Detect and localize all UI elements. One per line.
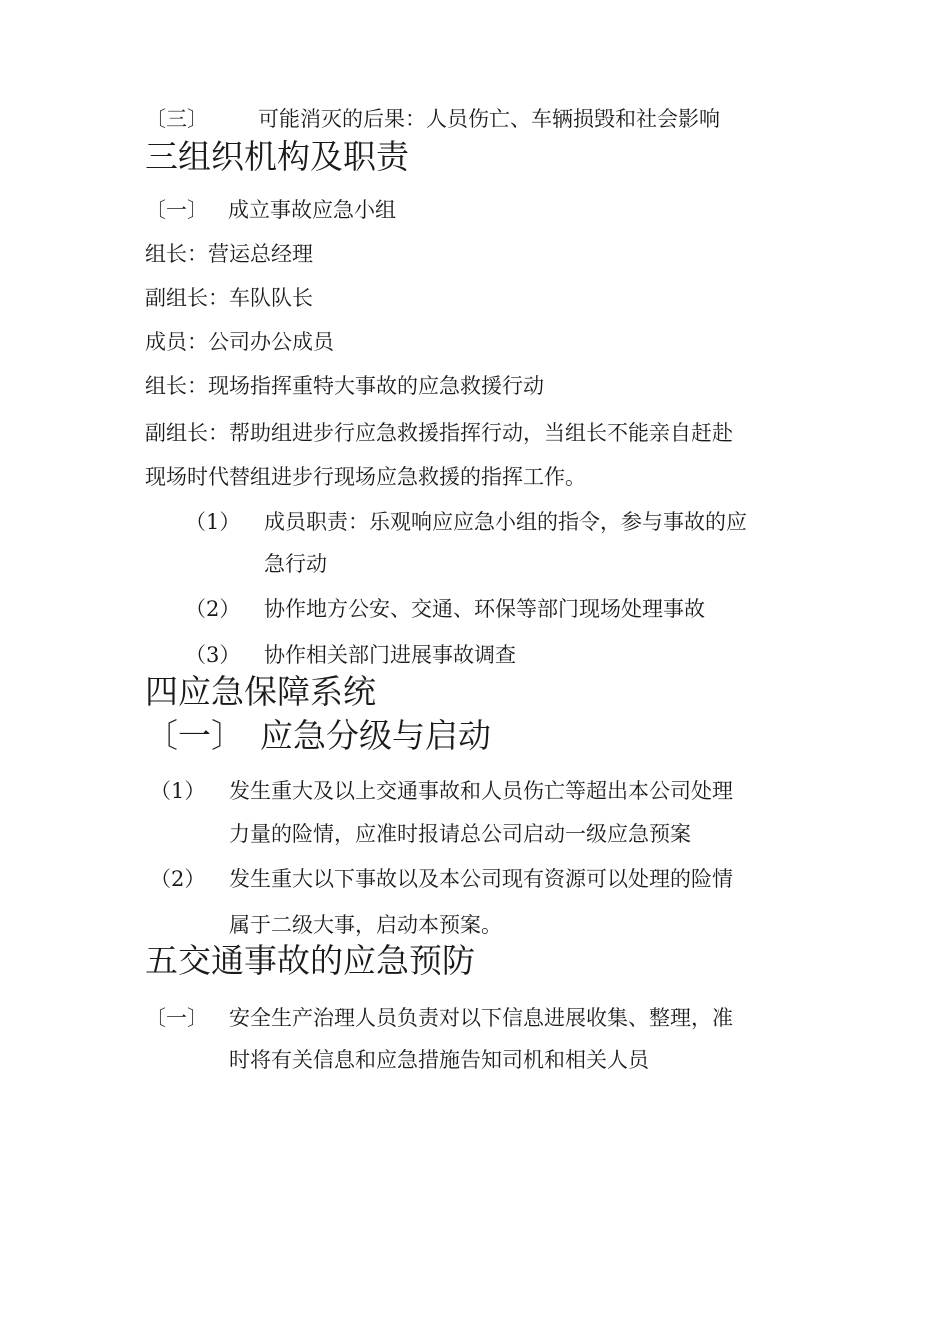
section3-item-label: （3） bbox=[185, 643, 241, 667]
role-line: 成员：公司办公成员 bbox=[145, 330, 334, 354]
section4-item-text: 属于二级大事，启动本预案。 bbox=[229, 913, 502, 937]
intro-text: 可能消灭的后果：人员伤亡、车辆损毁和社会影响 bbox=[258, 107, 720, 131]
section3-item-label: （1） bbox=[185, 510, 241, 534]
role-line: 副组长：车队队长 bbox=[145, 286, 313, 310]
section5-sub1-label: 〔一〕 bbox=[145, 1006, 208, 1030]
section5-sub1-text: 安全生产治理人员负责对以下信息进展收集、整理，准 bbox=[229, 1006, 733, 1030]
intro-label: 〔三〕 bbox=[145, 107, 208, 131]
role-line: 组长：营运总经理 bbox=[145, 242, 313, 266]
section5-sub1-text: 时将有关信息和应急措施告知司机和相关人员 bbox=[229, 1048, 649, 1072]
section4-item-label: （1） bbox=[150, 779, 206, 803]
section3-item-text: 协作相关部门进展事故调查 bbox=[264, 643, 516, 667]
section4-sub1-text: 应急分级与启动 bbox=[260, 716, 491, 755]
deputy-line-2: 现场时代替组进步行现场应急救援的指挥工作。 bbox=[145, 465, 586, 489]
section4-item-text: 发生重大及以上交通事故和人员伤亡等超出本公司处理 bbox=[229, 779, 733, 803]
section3-sub1-label: 〔一〕 bbox=[145, 198, 208, 222]
section4-item-text: 发生重大以下事故以及本公司现有资源可以处理的险情 bbox=[229, 867, 733, 891]
section5-title: 五交通事故的应急预防 bbox=[145, 941, 475, 980]
section4-item-text: 力量的险情，应准时报请总公司启动一级应急预案 bbox=[229, 822, 691, 846]
section3-item-label: （2） bbox=[185, 597, 241, 621]
deputy-line-1: 副组长：帮助组进步行应急救援指挥行动，当组长不能亲自赶赴 bbox=[145, 421, 733, 445]
section3-item-text: 协作地方公安、交通、环保等部门现场处理事故 bbox=[264, 597, 705, 621]
section4-sub1-label: 〔一〕 bbox=[145, 716, 244, 755]
section3-item-text: 急行动 bbox=[264, 552, 327, 576]
section4-title: 四应急保障系统 bbox=[145, 672, 376, 711]
section3-title: 三组织机构及职责 bbox=[145, 137, 409, 176]
section4-item-label: （2） bbox=[150, 867, 206, 891]
role-line: 组长：现场指挥重特大事故的应急救援行动 bbox=[145, 374, 544, 398]
section3-item-text: 成员职责：乐观响应应急小组的指令，参与事故的应 bbox=[264, 510, 747, 534]
section3-sub1-text: 成立事故应急小组 bbox=[228, 198, 396, 222]
